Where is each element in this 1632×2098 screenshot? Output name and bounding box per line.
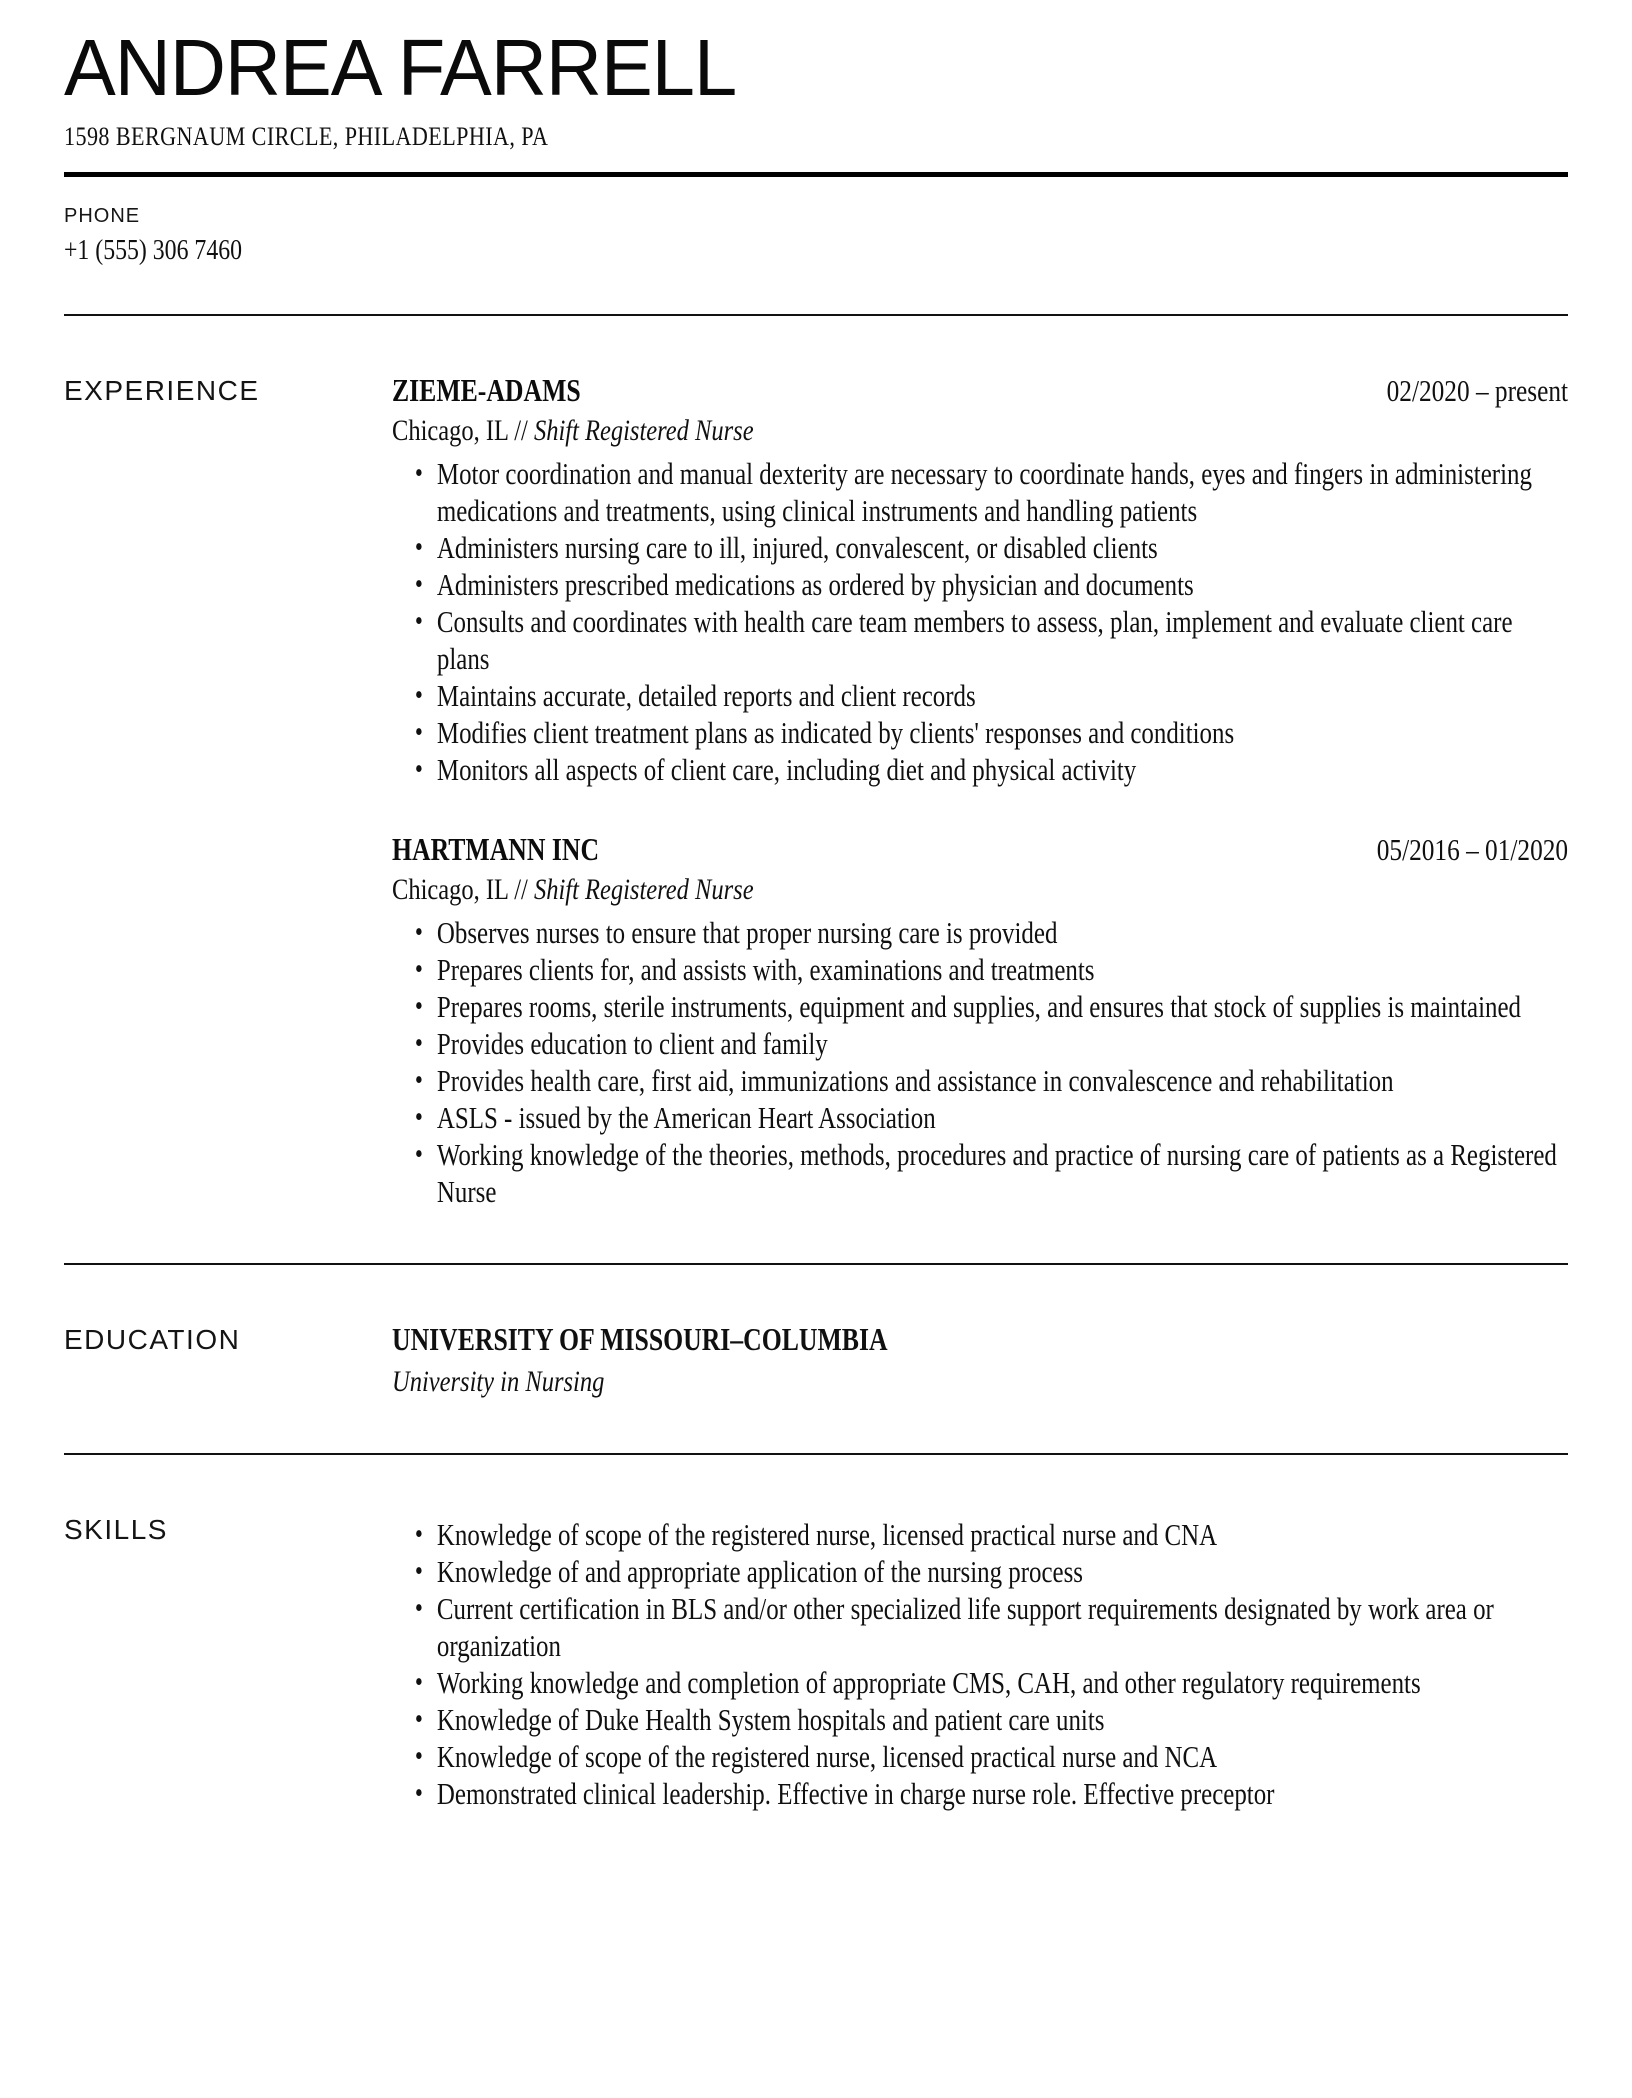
bullet-item: • Knowledge of scope of the registered nurse, licensed practical nurse and CNA <box>392 1517 1568 1554</box>
education-label: EDUCATION <box>64 1324 241 1355</box>
candidate-address: 1598 BERGNAUM CIRCLE, PHILADELPHIA, PA <box>64 122 549 151</box>
bullet-item: • Administers nursing care to ill, injured, convalescent, or disabled clients <box>392 530 1568 567</box>
header-divider <box>64 172 1568 177</box>
job-entry-zieme-adams <box>392 372 1568 789</box>
resume-header <box>64 23 1568 267</box>
education-section <box>64 1265 1568 1400</box>
job-subtitle <box>392 412 1568 450</box>
job-separator: // <box>508 873 534 906</box>
education-content <box>392 1321 1568 1400</box>
experience-label: EXPERIENCE <box>64 375 260 406</box>
bullet-item: • Maintains accurate, detailed reports and client records <box>392 678 1568 715</box>
bullet-item: • Administers prescribed medications as ordered by physician and documents <box>392 567 1568 604</box>
experience-section <box>64 316 1568 1211</box>
school-name: UNIVERSITY OF MISSOURI–COLUMBIA <box>392 1322 888 1357</box>
bullet-item: • Knowledge of and appropriate application of the nursing process <box>392 1554 1568 1591</box>
job-role: Shift Registered Nurse <box>533 414 754 447</box>
bullet-item: • Knowledge of Duke Health System hospitals and patient care units <box>392 1702 1568 1739</box>
contact-block <box>64 204 1568 267</box>
job-location: Chicago, IL <box>392 873 509 906</box>
candidate-name: ANDREA FARRELL <box>64 23 737 112</box>
bullet-item: • Provides health care, first aid, immunizations and assistance in convalescence and rehabilitation <box>392 1063 1568 1100</box>
phone-label: PHONE <box>64 205 141 227</box>
skills-section <box>64 1455 1568 1813</box>
job-role: Shift Registered Nurse <box>533 873 754 906</box>
bullet-item: • Observes nurses to ensure that proper nursing care is provided <box>392 915 1568 952</box>
bullet-item: • Prepares clients for, and assists with, examinations and treatments <box>392 952 1568 989</box>
job-entry-hartmann-inc <box>392 831 1568 1211</box>
job-bullet-list <box>392 915 1568 1211</box>
bullet-item: • ASLS - issued by the American Heart Association <box>392 1100 1568 1137</box>
job-bullet-list <box>392 456 1568 789</box>
experience-content <box>392 372 1568 1211</box>
job-location: Chicago, IL <box>392 414 509 447</box>
skills-label: SKILLS <box>64 1514 168 1545</box>
job-dates: 05/2016 – 01/2020 <box>1376 832 1569 867</box>
skills-content <box>392 1511 1568 1813</box>
bullet-item: • Provides education to client and family <box>392 1026 1568 1063</box>
bullet-item: • Motor coordination and manual dexterity are necessary to coordinate hands, eyes and fingers in administering medications and treatments, using clinical instruments and handling patients <box>392 456 1568 530</box>
job-separator: // <box>508 414 534 447</box>
bullet-item: • Knowledge of scope of the registered nurse, licensed practical nurse and NCA <box>392 1739 1568 1776</box>
job-dates: 02/2020 – present <box>1386 373 1569 408</box>
bullet-item: • Consults and coordinates with health care team members to assess, plan, implement and evaluate client care plans <box>392 604 1568 678</box>
job-heading-row <box>392 372 1568 410</box>
bullet-item: • Demonstrated clinical leadership. Effective in charge nurse role. Effective preceptor <box>392 1776 1568 1813</box>
bullet-item: • Prepares rooms, sterile instruments, equipment and supplies, and ensures that stock of supplies is maintained <box>392 989 1568 1026</box>
company-name: ZIEME-ADAMS <box>392 373 581 408</box>
company-name: HARTMANN INC <box>392 832 600 867</box>
phone-value: +1 (555) 306 7460 <box>64 235 243 266</box>
job-heading-row <box>392 831 1568 869</box>
bullet-item: • Current certification in BLS and/or other specialized life support requirements designated by work area or organization <box>392 1591 1568 1665</box>
skills-bullet-list <box>392 1517 1568 1813</box>
job-subtitle <box>392 871 1568 909</box>
degree-name: University in Nursing <box>392 1365 605 1398</box>
bullet-item: • Monitors all aspects of client care, including diet and physical activity <box>392 752 1568 789</box>
bullet-item: • Modifies client treatment plans as indicated by clients' responses and conditions <box>392 715 1568 752</box>
bullet-item: • Working knowledge of the theories, methods, procedures and practice of nursing care of patients as a Registered Nurse <box>392 1137 1568 1211</box>
bullet-item: • Working knowledge and completion of appropriate CMS, CAH, and other regulatory requirements <box>392 1665 1568 1702</box>
